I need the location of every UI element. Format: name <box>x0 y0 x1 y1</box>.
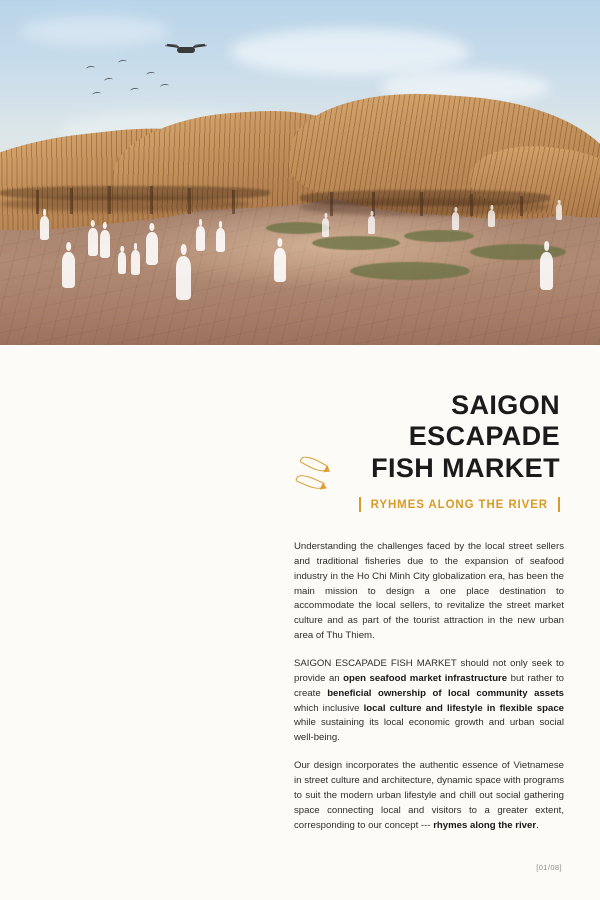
paragraph-3: Our design incorporates the authentic essence of Vietnamese in street culture and architecture, dynamic space with programs to suit the modern urban lifestyle and chill out social gathering space connecting local and visitors to a greater extent, corresponding to our concept --- rhymes along the river. <box>294 760 564 831</box>
paragraph-1: Understanding the challenges faced by the local street sellers and traditional fisheries due to the expansion of seafood industry in the Ho Chi Minh City globalization era, has been the main mission to design a one place destination to accommodate the local sellers, to revitalize the street market culture and as part of the tourist attraction in the new urban area of Thu Thiem. <box>294 541 564 642</box>
subtitle-row <box>230 497 560 512</box>
tick-mark-right <box>558 497 560 512</box>
hero-render <box>0 0 600 345</box>
paragraph-2: SAIGON ESCAPADE FISH MARKET should not only seek to provide an open seafood market infrastructure but rather to create beneficial ownership of local community assets which inclusive local culture and lifestyle in flexible space while sustaining its local economic growth and urban social well-being. <box>294 658 565 744</box>
person-silhouette <box>131 250 140 275</box>
fish-icon <box>296 455 336 499</box>
person-silhouette <box>274 248 286 282</box>
person-silhouette <box>118 252 126 274</box>
person-silhouette <box>322 218 329 237</box>
person-silhouette <box>100 230 110 258</box>
person-silhouette <box>556 204 562 220</box>
subtitle: RYHMES ALONG THE RIVER <box>370 498 548 511</box>
planting-bed <box>350 262 470 280</box>
column <box>232 190 235 214</box>
person-silhouette <box>216 228 225 252</box>
planting-bed <box>404 230 474 242</box>
text-panel <box>0 345 600 900</box>
body-copy <box>294 540 564 846</box>
planting-bed <box>266 222 330 234</box>
column <box>108 186 111 214</box>
person-silhouette <box>540 252 553 290</box>
drone-icon <box>168 44 204 56</box>
column <box>36 190 39 214</box>
cloud <box>20 16 170 46</box>
column <box>520 196 523 216</box>
person-silhouette <box>146 232 158 265</box>
person-silhouette <box>452 212 459 230</box>
person-silhouette <box>368 216 375 234</box>
column <box>420 192 423 216</box>
page-number: [01/08] <box>536 863 562 872</box>
under-deck <box>300 190 550 206</box>
person-silhouette <box>176 256 191 300</box>
person-silhouette <box>196 226 205 251</box>
title-line-2: ESCAPADE <box>408 421 560 452</box>
column <box>470 194 473 216</box>
tick-mark-left <box>359 497 361 512</box>
person-silhouette <box>62 252 75 288</box>
page-title <box>140 390 560 484</box>
cloud <box>230 28 470 76</box>
column <box>188 188 191 214</box>
under-deck <box>0 186 270 200</box>
title-line-3: FISH MARKET <box>371 452 560 483</box>
planting-bed <box>312 236 400 250</box>
person-silhouette <box>488 210 495 227</box>
column <box>150 186 153 214</box>
column <box>330 192 333 216</box>
column <box>70 188 73 214</box>
title-line-1: SAIGON <box>451 390 560 420</box>
person-silhouette <box>88 228 98 256</box>
person-silhouette <box>40 216 49 240</box>
